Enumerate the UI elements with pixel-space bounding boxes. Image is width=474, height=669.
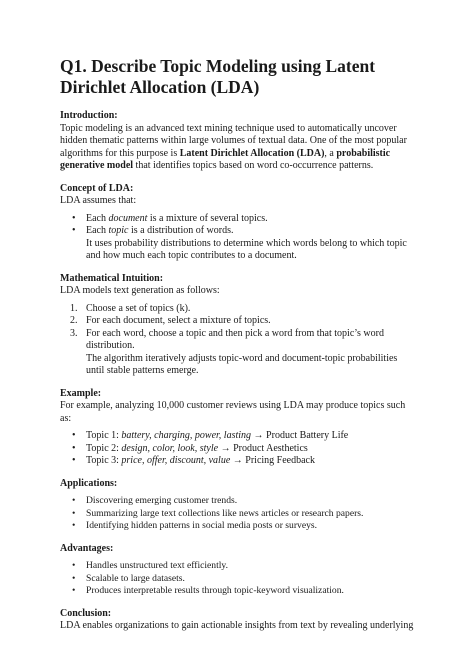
item-text: Handles unstructured text efficiently. xyxy=(86,560,228,571)
list-item xyxy=(60,560,414,573)
list-item xyxy=(60,520,414,533)
item-text: Discovering emerging customer trends. xyxy=(86,495,238,506)
list-item xyxy=(60,495,414,508)
item-text: For each word, choose a topic and then pick a word from that topic’s word distribution. xyxy=(86,327,384,351)
list-item xyxy=(60,225,414,263)
section-heading: Mathematical Intuition: xyxy=(60,272,164,284)
arrow-glyph: → xyxy=(251,430,267,441)
topic-label: Topic 3: xyxy=(86,455,122,466)
item-text: Each xyxy=(86,212,109,224)
topic-result: Product Battery Life xyxy=(266,430,349,441)
list-item xyxy=(60,303,414,316)
list-item xyxy=(60,430,414,443)
section-heading: Concept of LDA: xyxy=(60,182,134,194)
math-list xyxy=(60,303,414,378)
item-text: For each document, select a mixture of topics. xyxy=(86,315,271,326)
item-text: Scalable to large datasets. xyxy=(86,572,185,584)
section-advantages xyxy=(60,543,414,598)
item-text: is a distribution of words. xyxy=(128,225,234,236)
bullet-marker: • xyxy=(72,455,76,466)
bullet-marker: • xyxy=(72,225,76,236)
section-heading: Advantages: xyxy=(60,542,114,554)
item-text: Summarizing large text collections like news articles or research papers. xyxy=(86,507,364,519)
list-item xyxy=(60,315,414,328)
list-item xyxy=(60,585,414,598)
intro-text: Topic modeling is an advanced text mining technique used to automatically uncover hidden thematic patterns within large volumes of textual data. One of the most popular algorithms for this purpose is xyxy=(60,122,407,159)
list-item xyxy=(60,213,414,226)
intro-paragraph xyxy=(60,123,414,173)
bullet-marker: • xyxy=(72,430,76,441)
topic-label: Topic 2: xyxy=(86,442,122,454)
bullet-marker: • xyxy=(72,585,76,596)
number-marker: 2. xyxy=(70,315,78,326)
item-text: Produces interpretable results through topic-keyword visualization. xyxy=(86,585,344,596)
list-item xyxy=(60,328,414,378)
topic-result: Pricing Feedback xyxy=(245,455,315,466)
advantages-list xyxy=(60,560,414,598)
intro-text: , a xyxy=(324,147,337,159)
item-text: Choose a set of topics (k). xyxy=(86,302,191,314)
example-list xyxy=(60,430,414,468)
section-heading: Applications: xyxy=(60,477,118,489)
number-marker: 3. xyxy=(70,327,78,339)
list-item xyxy=(60,443,414,456)
topic-words: design, color, look, style xyxy=(121,442,219,454)
conclusion-paragraph: LDA enables organizations to gain actionable insights from text by revealing underlying xyxy=(60,620,414,631)
topic-words: battery, charging, power, lasting xyxy=(121,430,252,441)
item-continuation: The algorithm iteratively adjusts topic-word and document-topic probabilities until stable patterns emerge. xyxy=(86,352,398,376)
bullet-marker: • xyxy=(72,560,76,571)
topic-words: price, offer, discount, value xyxy=(121,455,231,466)
item-text: is a mixture of several topics. xyxy=(147,212,268,224)
item-text: Each xyxy=(86,225,109,236)
list-item xyxy=(60,573,414,586)
bullet-marker: • xyxy=(72,572,76,584)
topic-label: Topic 1: xyxy=(86,430,122,441)
section-heading: Example: xyxy=(60,387,102,399)
list-item xyxy=(60,508,414,521)
math-lead: LDA models text generation as follows: xyxy=(60,285,220,296)
section-example xyxy=(60,388,414,468)
arrow-glyph: → xyxy=(218,442,234,454)
intro-bold-term: probabilistic generative model xyxy=(60,147,391,171)
bullet-marker: • xyxy=(72,442,76,454)
item-italic: topic xyxy=(108,225,129,236)
bullet-marker: • xyxy=(72,495,76,506)
section-introduction xyxy=(60,110,414,173)
applications-list xyxy=(60,495,414,533)
intro-text: that identifies topics based on word co-occurrence patterns. xyxy=(133,160,374,171)
section-heading: Conclusion: xyxy=(60,607,112,619)
number-marker: 1. xyxy=(70,302,78,314)
concept-lead: LDA assumes that: xyxy=(60,195,137,206)
section-heading: Introduction: xyxy=(60,110,118,121)
section-concept xyxy=(60,183,414,263)
section-math xyxy=(60,273,414,378)
example-lead: For example, analyzing 10,000 customer reviews using LDA may produce topics such as: xyxy=(60,400,406,424)
section-conclusion xyxy=(60,608,414,633)
list-item xyxy=(60,455,414,468)
item-text: Identifying hidden patterns in social media posts or surveys. xyxy=(86,520,318,531)
bullet-marker: • xyxy=(72,212,76,224)
section-applications xyxy=(60,478,414,533)
item-italic: document xyxy=(108,212,148,224)
bullet-marker: • xyxy=(72,507,76,519)
arrow-glyph: → xyxy=(230,455,246,466)
page-title: Q1. Describe Topic Modeling using Latent Dirichlet Allocation (LDA) xyxy=(60,56,376,97)
bullet-marker: • xyxy=(72,520,76,531)
item-continuation: It uses probability distributions to determine which words belong to which topic and how much each topic contributes to a document. xyxy=(86,237,407,261)
topic-result: Product Aesthetics xyxy=(233,442,308,454)
intro-bold-term: Latent Dirichlet Allocation (LDA) xyxy=(179,147,325,159)
concept-list xyxy=(60,213,414,263)
